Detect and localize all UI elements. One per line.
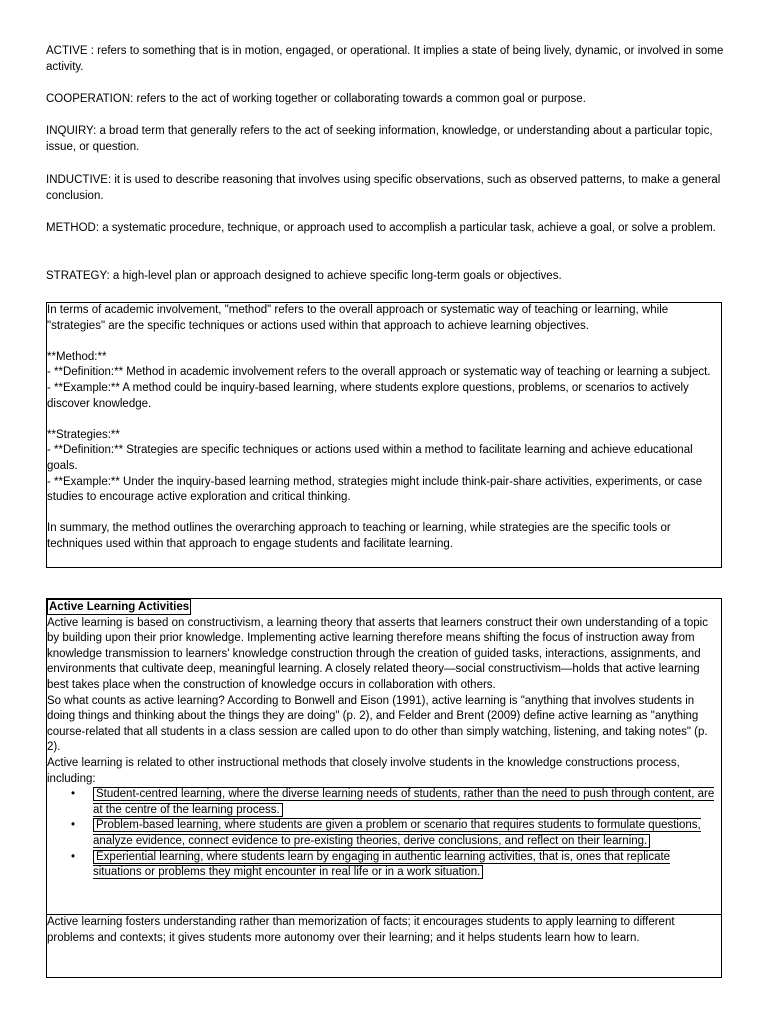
bullet-icon: • <box>71 788 76 801</box>
method-definition: - **Definition:** Method in academic involvement refers to the overall approach or systematic way of teaching or learning a subject. <box>47 366 711 379</box>
strategies-definition: - **Definition:** Strategies are specific techniques or actions used within a method to facilitate learning and achieve educational goals. <box>47 444 693 472</box>
definition-inquiry: INQUIRY: a broad term that generally refers to the act of seeking information, knowledge, or understanding about a particular topic, issue, or question. <box>46 125 713 153</box>
method-heading: **Method:** <box>47 350 107 363</box>
definition-active: ACTIVE : refers to something that is in motion, engaged, or operational. It implies a state of being lively, dynamic, or involved in some activity. <box>46 45 724 73</box>
method-example: - **Example:** A method could be inquiry-based learning, where students explore questions, problems, or scenarios to actively discover knowledge. <box>47 381 689 410</box>
closing-box <box>46 914 722 978</box>
method-strategies-box <box>46 302 722 568</box>
active-learning-paragraph-3: Active learning is related to other instructional methods that closely involve students in the knowledge constructions process, including: <box>47 756 680 785</box>
bullet-problem-based: Problem-based learning, where students are given a problem or scenario that requires students to formulate questions, analyze evidence, connect evidence to pre-existing theories, derive conclusions, and reflect on their learning. <box>93 819 701 847</box>
definition-method: METHOD: a systematic procedure, technique, or approach used to accomplish a particular task, achieve a goal, or solve a problem. <box>46 222 716 234</box>
closing-paragraph: Active learning fosters understanding rather than memorization of facts; it encourages students to apply learning to different problems and contexts; it gives students more autonomy over their learning; and it helps students learn how to learn. <box>47 916 675 944</box>
list-item <box>47 818 721 849</box>
bullet-experiential: Experiential learning, where students learn by engaging in authentic learning activities, that is, ones that replicate situations or problems they might encounter in real life or in a work situation. <box>93 850 671 879</box>
method-summary: In summary, the method outlines the overarching approach to teaching or learning, while strategies are the specific tools or techniques used within that approach to engage students and facilitate learning. <box>47 522 671 550</box>
definition-inductive: INDUCTIVE: it is used to describe reasoning that involves using specific observations, such as observed patterns, to make a general conclusion. <box>46 174 721 202</box>
bullet-icon: • <box>71 850 76 863</box>
active-learning-paragraph-2: So what counts as active learning? According to Bonwell and Eison (1991), active learning is "anything that involves students in doing things and thinking about the things they are doing" (p. 2), and Felder and Brent (2009) define active learning as "anything course-related that all students in a class session are called upon to do other than simply watching, listening, and taking notes" (p. 2). <box>47 694 708 754</box>
definition-strategy: STRATEGY: a high-level plan or approach designed to achieve specific long-term goals or objectives. <box>46 270 562 282</box>
definition-cooperation: COOPERATION: refers to the act of working together or collaborating towards a common goal or purpose. <box>46 93 586 105</box>
active-learning-paragraph-1: Active learning is based on constructivism, a learning theory that asserts that learners construct their own understanding of a topic by building upon their prior knowledge. Implementing active learning therefore means shifting the focus of instruction away from knowledge transmission to learners' knowledge construction through the creation of guided tasks, interactions, assignments, and environments that cultivate deep, meaningful learning. A closely related theory—social constructivism—holds that active learning best takes place when the construction of knowledge occurs in collaboration with others. <box>47 616 708 691</box>
method-intro: In terms of academic involvement, "method" refers to the overall approach or systematic way of teaching or learning, while "strategies" are the specific techniques or actions used within that approach to achieve learning objectives. <box>47 304 669 332</box>
related-methods-list <box>47 787 721 881</box>
active-learning-box <box>46 598 722 915</box>
strategies-heading: **Strategies:** <box>47 428 120 441</box>
strategies-example: - **Example:** Under the inquiry-based learning method, strategies might include think-pair-share activities, experiments, or case studies to encourage active exploration and critical thinking. <box>47 475 703 504</box>
list-item <box>47 850 721 881</box>
active-learning-heading: Active Learning Activities <box>49 601 190 613</box>
bullet-icon: • <box>71 819 76 832</box>
bullet-student-centred: Student-centred learning, where the diverse learning needs of students, rather than the need to push through content, are at the centre of the learning process. <box>93 788 715 816</box>
list-item <box>47 787 721 818</box>
